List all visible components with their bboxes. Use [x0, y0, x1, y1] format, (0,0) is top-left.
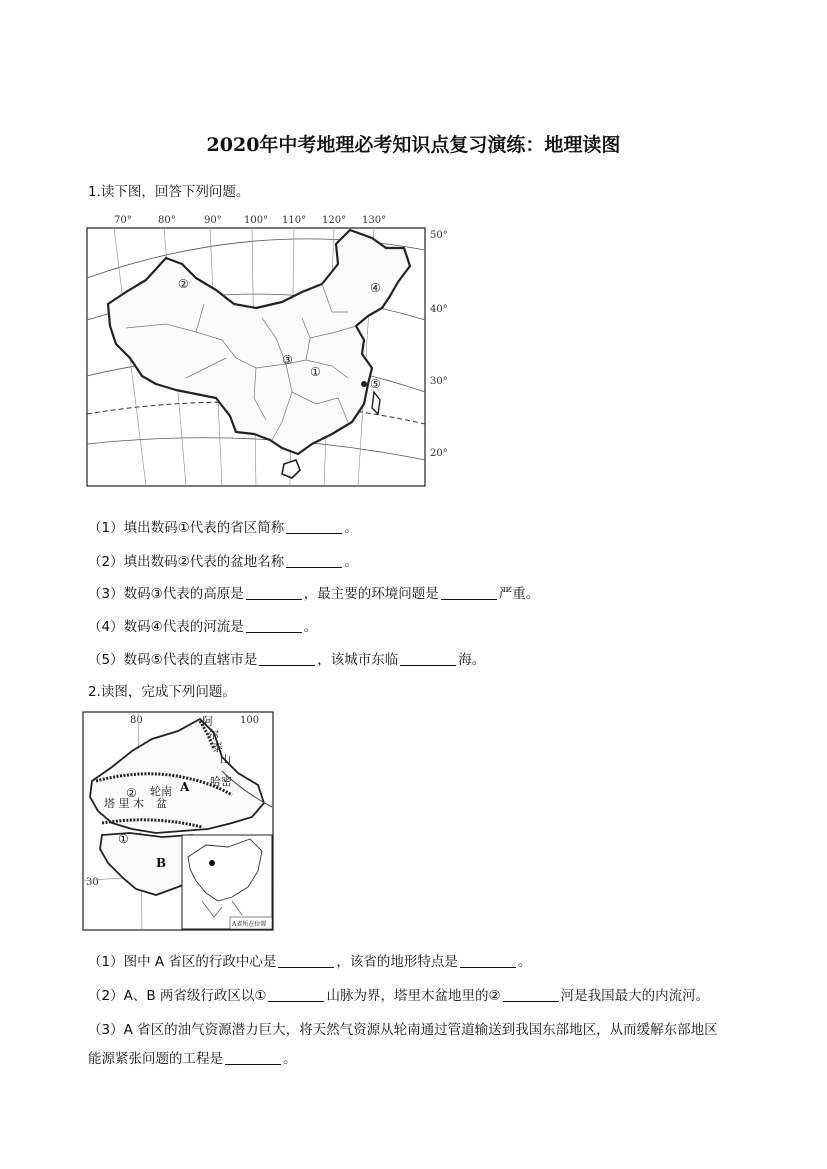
china-map: [86, 208, 458, 490]
lon-label-80: 80°: [158, 215, 176, 226]
lon-label-90: 90°: [204, 215, 222, 226]
lat-label-30: 30°: [430, 376, 448, 387]
taiwan-island: [372, 392, 380, 414]
answer-blank[interactable]: [259, 652, 315, 666]
map2-lat-30: 30: [86, 877, 99, 888]
answer-blank[interactable]: [441, 586, 497, 600]
marker-1: ①: [310, 365, 321, 379]
lon-label-110: 110°: [282, 215, 307, 226]
question-2-stem: 2.读图，完成下列问题。: [88, 684, 236, 700]
answer-blank[interactable]: [246, 586, 302, 600]
marker-5: ⑤: [370, 377, 381, 391]
label-pen: 盆: [156, 797, 167, 810]
lon-label-120: 120°: [322, 215, 347, 226]
answer-blank[interactable]: [225, 1051, 281, 1065]
lat-line-20: [87, 438, 425, 460]
label-tarim: 塔 里 木: [104, 797, 144, 810]
q2-item-2: （2）A、B 两省级行政区以① 山脉为界，塔里木盆地里的② 河是我国最大的内流河。: [88, 988, 710, 1004]
inset-caption: A省所在位置: [232, 921, 267, 928]
china-outline: [108, 230, 410, 454]
label-tai: 泰: [212, 741, 223, 754]
inset-location-dot: [209, 860, 215, 866]
question-1-stem: 1.读下图，回答下列问题。: [88, 184, 250, 200]
label-a: 阿: [202, 715, 213, 728]
lon-label-100: 100°: [244, 215, 269, 226]
label-marker-2: ②: [126, 786, 137, 800]
answer-blank[interactable]: [286, 554, 342, 568]
label-A: A: [180, 780, 190, 794]
lon-label-70: 70°: [114, 215, 132, 226]
q1-item-1: （1）填出数码①代表的省区简称 。: [88, 520, 358, 536]
answer-blank[interactable]: [246, 619, 302, 633]
answer-blank[interactable]: [400, 652, 456, 666]
label-marker-1: ①: [118, 832, 129, 846]
q1-item-5: （5）数码⑤代表的直辖市是 ，该城市东临 海。: [88, 652, 486, 668]
label-hami: 哈密: [210, 775, 232, 788]
q1-item-2: （2）填出数码②代表的盆地名称 。: [88, 554, 358, 570]
q2-item-3: （3）A 省区的油气资源潜力巨大，将天然气资源从轮南通过管道输送到我国东部地区，从而缓解东部地区: [88, 1022, 718, 1038]
hainan-island: [282, 460, 300, 478]
q2-item-1: （1）图中 A 省区的行政中心是 ，该省的地形特点是 。: [88, 954, 532, 970]
xinjiang-map: [82, 711, 274, 931]
marker-4: ④: [370, 281, 381, 295]
map2-lon-80: 80: [130, 715, 143, 726]
lon-label-130: 130°: [362, 215, 387, 226]
answer-blank[interactable]: [268, 988, 324, 1002]
marker-2: ②: [178, 277, 189, 291]
q1-item-3: （3）数码③代表的高原是 ，最主要的环境问题是 严重。: [88, 586, 540, 602]
answer-blank[interactable]: [278, 954, 334, 968]
label-er: 尔: [208, 728, 219, 741]
q2-item-3-cont: 能源紧张问题的工程是 。: [88, 1051, 297, 1067]
marker-3: ③: [282, 353, 293, 367]
page-title: 2020年中考地理必考知识点复习演练：地理读图: [206, 134, 621, 156]
map2-lon-100: 100: [240, 715, 260, 726]
answer-blank[interactable]: [460, 954, 516, 968]
lat-label-20: 20°: [430, 448, 448, 459]
label-lunnan: 轮南: [150, 785, 172, 798]
inset-frame: [182, 835, 272, 929]
shanghai-dot: [361, 381, 367, 387]
label-shan: 山: [220, 753, 231, 766]
q1-item-4: （4）数码④代表的河流是 。: [88, 619, 318, 635]
lat-label-50: 50°: [430, 230, 448, 241]
label-B: B: [156, 856, 167, 870]
answer-blank[interactable]: [503, 988, 559, 1002]
lat-label-40: 40°: [430, 304, 448, 315]
answer-blank[interactable]: [286, 520, 342, 534]
